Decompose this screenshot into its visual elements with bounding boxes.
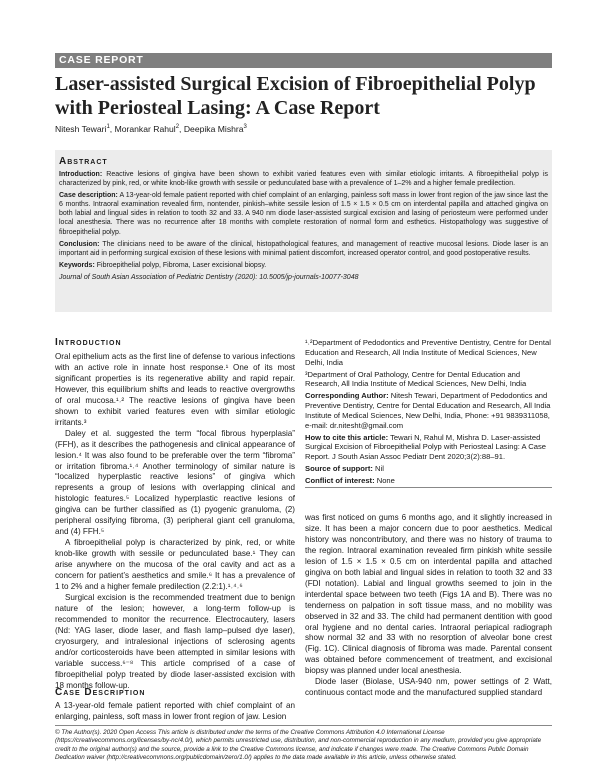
paragraph: Surgical excision is the recommended treatment due to benign nature of the lesion; however, a long-term follow-up is recommended to monitor the recurrence. Electrocautery, lasers (Nd: YAG laser, diode laser, and flash lamp–pulsed dye laser), cryosurgery, and intralesional injections of sclerosing agents and/or corticosteroids have been attempted in similar lesions with variable success.⁶⁻⁸ This article comprised of a case of fibroepithelial polyp treated by diode laser-assisted excision with 18 months follow-up. — [55, 592, 295, 690]
field-value: Nitesh Tewari, Department of Pedodontics and Preventive Dentistry, Centre for Dental Education and Research, All India Institute of Medical Sciences, New Delhi, India, Phone: +91 9839311058, e-mail: dr.nitesht@gmail.com — [305, 391, 551, 430]
author-name: Deepika Mishra — [183, 124, 244, 134]
affiliation: ³Department of Oral Pathology, Centre for Dental Education and Research, All India Institute of Medical Sciences, New Delhi, India — [305, 369, 527, 389]
abstract-introduction — [59, 170, 548, 188]
field-value: Nil — [372, 464, 384, 474]
abstract-text: Fibroepithelial polyp, Fibroma, Laser excisional biopsy. — [94, 261, 267, 269]
field-value: Tewari N, Rahul M, Mishra D. Laser-assisted Surgical Excision of Fibroepithelial Polyp with Periosteal Lasing: A Case Report. J South Asian Assoc Pediatr Dent 2020;3(2):88–91. — [305, 432, 547, 462]
license-footer: © The Author(s). 2020 Open Access This article is distributed under the terms of the Creative Commons Attribution 4.0 International License (https://creativecommons.org/licenses/by-nc/4.0/), which permits unrestricted use, distribution, and non-commercial reproduction in any medium, provided you give appropriate credit to the original author(s) and the source, provide a link to the Creative Commons license, and indicate if changes were made. The Creative Commons Public Domain Dedication waiver (http://creativecommons.org/publicdomain/zero/1.0/) applies to the data made available in this article, unless otherwise stated. — [55, 729, 542, 762]
affiliation: ¹˒²Department of Pedodontics and Preventive Dentistry, Centre for Dental Education and Research, All India Institute of Medical Sciences, New Delhi, India — [305, 338, 551, 367]
abstract-label: Introduction: — [59, 171, 103, 178]
section-heading-introduction: Introduction — [55, 337, 122, 348]
author-affiliation-mark: 3 — [243, 124, 247, 131]
abstract-text: The clinicians need to be aware of the clinical, histopathological features, and management of reactive mucosal lesions. Diode laser is an important aid in performing surgical excision of these lesions with minimal patient discomfort, increased operator control, and good postoperative results. — [59, 240, 548, 257]
paragraph: A fibroepithelial polyp is characterized by pink, red, or white knob-like growth with sessile or pedunculated base.¹ They can arise anywhere on the mucosa of the oral cavity and act as a concern for patient’s aesthetics and smile.⁶ It has a prevalence of 1 to 2% and a higher female predilection (2.2:1).¹˒⁴˒⁶ — [55, 538, 295, 592]
article-type-label: CASE REPORT — [55, 53, 552, 68]
paragraph: Diode laser (Biolase, USA-940 nm, power settings of 2 Watt, continuous contact mode and the manufactured supplied standard — [305, 677, 552, 698]
abstract-box — [55, 150, 552, 312]
section-heading-case-description: Case Description — [55, 687, 146, 698]
author-list — [55, 124, 247, 134]
citation-note — [305, 433, 552, 463]
author-separator: , — [179, 124, 184, 134]
field-label: Corresponding Author: — [305, 391, 389, 401]
case-text-column-continued — [305, 513, 552, 699]
abstract-label: Case description: — [59, 192, 118, 200]
field-label: Source of support: — [305, 464, 373, 474]
author-name: Morankar Rahul — [114, 124, 176, 134]
abstract-conclusion — [59, 240, 548, 258]
abstract-label: Conclusion: — [59, 240, 100, 248]
author-name: Nitesh Tewari — [55, 124, 107, 134]
author-affiliation-mark: 2 — [175, 124, 180, 131]
paragraph: Oral epithelium acts as the first line of defense to various infections with an active role in innate host response.¹ One of its most significant properties is its regenerative ability and rapid repair. However, this equilibrium shifts and leads to reactive overgrowths of oral mucosa.¹˒² The reactive lesions of gingiva have been shown to exhibit varied features even with similar etiologic irritants.³ — [55, 352, 295, 427]
field-label: How to cite this article: — [305, 432, 389, 442]
conflict-of-interest — [305, 476, 552, 486]
footer-divider — [55, 725, 552, 726]
abstract-case-description — [59, 191, 548, 236]
paragraph: Daley et al. suggested the term “focal fibrous hyperplasia” (FFH), as it describes the pathogenesis and clinical appearance of lesion.⁴ It was also found to be preferable over the term “fibroma” or irritation fibroma.¹˒⁴ Another terminology of similar nature is “localized hyperplastic reactive lesions” of gingiva which represents a group of lesions with overlapping clinical and histologic features.⁵ Localized hyperplastic reactive lesions of gingiva can be further classified as (1) pyogenic granuloma, (2) peripheral ossifying fibroma, (3) peripheral giant cell granuloma, and (4) FFH.⁵ — [55, 428, 295, 537]
paragraph: was first noticed on gums 6 months ago, and it slightly increased in size. It has been a major concern due to poor aesthetics. Medical history was noncontributory, and there was no history of trauma to the region. Intraoral examination revealed firm pinkish white sessile lesion of 1.5 × 1.5 × 0.5 cm on interdental papilla and attached gingiva on both labial and lingual sides in relation to tooth 32 and 33 (FDI notation). Labial and lingual growths seemed to join in the interdental space between two teeth (Figs 1A and B). There was no tenderness on palpation in soft tissue mass, and no mobility was observed in 32 and 33. The child had permanent dentition with good oral hygiene and no dental caries. Intraoral periapical radiograph show normal 32 and 33 with no resorption of alveolar bone crest (Fig. 1C). Clinical diagnosis of fibroma was made. Parental consent was obtained before commencement of treatment, and excisional biopsy was planned under local anesthesia. — [305, 513, 552, 676]
abstract-text: A 13-year-old female patient reported with chief complaint of an enlarging, painless soft mass in lower front region of the jaw since last the 6 months. Intraoral examination revealed firm, nontender, pinkish–white sessile lesion of 1.5 × 1.5 × 0.5 cm on interdental papilla and attached gingiva on both labial and lingual sides in relation to tooth 32 and 33. A 940 nm diode laser-assisted surgical excision and lasing of periosteum were performed under local anesthesia. There was no recurrence after 18 months with complete restoration of normal form and esthetics. Histopathology was suggestive of fibroepithelial polyp. — [59, 192, 548, 236]
introduction-text-column — [55, 352, 295, 692]
field-value: None — [374, 475, 395, 485]
author-affiliation-mark: 1 — [106, 124, 110, 131]
journal-citation: Journal of South Asian Association of Pediatric Dentistry (2020): 10.5005/jp-journals-10077-3048 — [59, 273, 359, 281]
corresponding-author — [305, 391, 552, 430]
article-title: Laser-assisted Surgical Excision of Fibroepithelial Polyp with Periosteal Lasing: A Case Report — [55, 73, 536, 119]
case-text-column-start — [55, 701, 295, 723]
paragraph: A 13-year-old female patient reported with chief complaint of an enlarging, painless, soft mass in lower front region of jaw. Lesion — [55, 701, 295, 721]
affiliation-block — [305, 338, 552, 488]
field-label: Conflict of interest: — [305, 475, 375, 485]
abstract-label: Keywords: — [59, 261, 95, 269]
abstract-heading: Abstract — [59, 156, 108, 167]
abstract-keywords — [59, 261, 548, 270]
abstract-text: Reactive lesions of gingiva have been shown to exhibit varied features even with similar etiologic irritants. A fibroepithelial polyp is characterized by pink, red, or white knob-like growth with sessile or pedunculated base with a prevalence of 1–2% and a higher female predilection. — [59, 171, 548, 188]
source-of-support — [305, 464, 552, 474]
author-separator: , — [109, 124, 115, 134]
